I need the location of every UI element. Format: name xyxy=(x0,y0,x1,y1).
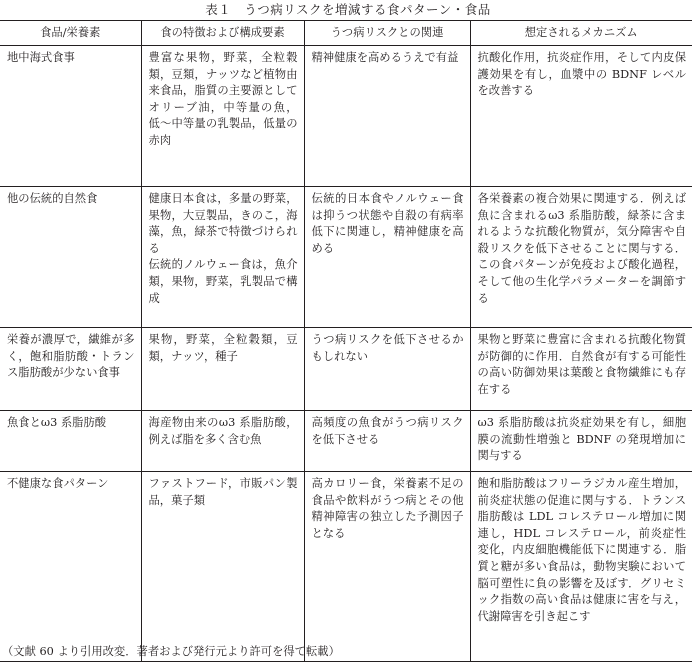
cell-food: 地中海式食事 xyxy=(0,46,141,187)
table-header-row xyxy=(0,21,692,46)
table-row xyxy=(0,328,692,411)
cell-components: 果物，野菜，全粒穀類，豆類，ナッツ，種子 xyxy=(141,328,304,411)
cell-components: 豊富な果物，野菜，全粒穀類，豆類，ナッツなど植物由来食品，脂質の主要源としてオリーブ油，中等量の魚，低〜中等量の乳製品，低量の赤肉 xyxy=(141,46,304,187)
cell-relation: 高カロリー食，栄養素不足の食品や飲料がうつ病とその他精神障害の独立した予測因子となる xyxy=(304,472,470,662)
cell-components-line: 伝統的ノルウェー食は，魚介類，果物，野菜，乳製品で構成 xyxy=(148,258,298,305)
diet-depression-table xyxy=(0,20,692,662)
cell-mechanism: ω3 系脂肪酸は抗炎症効果を有し，細胞膜の流動性増強と BDNF の発現増加に関与する xyxy=(470,411,692,472)
cell-mechanism: 抗酸化作用，抗炎症作用，そして内皮保護効果を有し，血漿中の BDNF レベルを改善する xyxy=(470,46,692,187)
cell-relation: 高頻度の魚食がうつ病リスクを低下させる xyxy=(304,411,470,472)
cell-mechanism: 飽和脂肪酸はフリーラジカル産生増加，前炎症状態の促進に関与する．トランス脂肪酸は LDL コレステロール増加に関連し，HDL コレステロール，前炎症性変化，内皮細胞機能低下に関連する．脂質と糖が多い食品は，動物実験において脳可塑性に負の影響を及ぼす．グリセミック指数の高い食品は健康に害を与え，代謝障害を引き起こす xyxy=(470,472,692,662)
cell-food: 不健康な食パターン xyxy=(0,472,141,662)
cell-relation: 伝統的日本食やノルウェー食は抑うつ状態や自殺の有病率低下に関連し，精神健康を高める xyxy=(304,187,470,328)
header-relation: うつ病リスクとの関連 xyxy=(304,21,470,46)
cell-food: 魚食とω3 系脂肪酸 xyxy=(0,411,141,472)
header-food: 食品/栄養素 xyxy=(0,21,141,46)
cell-components: 海産物由来のω3 系脂肪酸，例えば脂を多く含む魚 xyxy=(141,411,304,472)
cell-food: 栄養が濃厚で，繊維が多く，飽和脂肪酸・トランス脂肪酸が少ない食事 xyxy=(0,328,141,411)
source-note: （文献 60 より引用改変．著者および発行元より許可を得て転載） xyxy=(2,645,340,658)
header-mechanism: 想定されるメカニズム xyxy=(470,21,692,46)
cell-relation: うつ病リスクを低下させるかもしれない xyxy=(304,328,470,411)
cell-mechanism: 各栄養素の複合効果に関連する．例えば魚に含まれるω3 系脂肪酸，緑茶に含まれるような抗酸化物質が，気分障害や自殺リスクを低下させることに関与する．この食パターンが免疫および酸化過程，そして他の生化学パラメーターを調節する xyxy=(470,187,692,328)
table-row xyxy=(0,187,692,328)
table-row xyxy=(0,46,692,187)
cell-relation: 精神健康を高めるうえで有益 xyxy=(304,46,470,187)
header-components: 食の特徴および構成要素 xyxy=(141,21,304,46)
cell-components-line: 健康日本食は，多量の野菜，果物，大豆製品，きのこ，海藻，魚，緑茶で特徴づけられる xyxy=(148,192,298,255)
cell-components: ファストフード，市販パン製品，菓子類 xyxy=(141,472,304,662)
table-row xyxy=(0,472,692,662)
table-row xyxy=(0,411,692,472)
cell-components xyxy=(141,187,304,328)
cell-mechanism: 果物と野菜に豊富に含まれる抗酸化物質が防御的に作用．自然食が有する可能性の高い防御効果は葉酸と食物繊維にも存在する xyxy=(470,328,692,411)
cell-food: 他の伝統的自然食 xyxy=(0,187,141,328)
table-caption: 表１ うつ病リスクを増減する食パターン・食品 xyxy=(205,2,491,17)
